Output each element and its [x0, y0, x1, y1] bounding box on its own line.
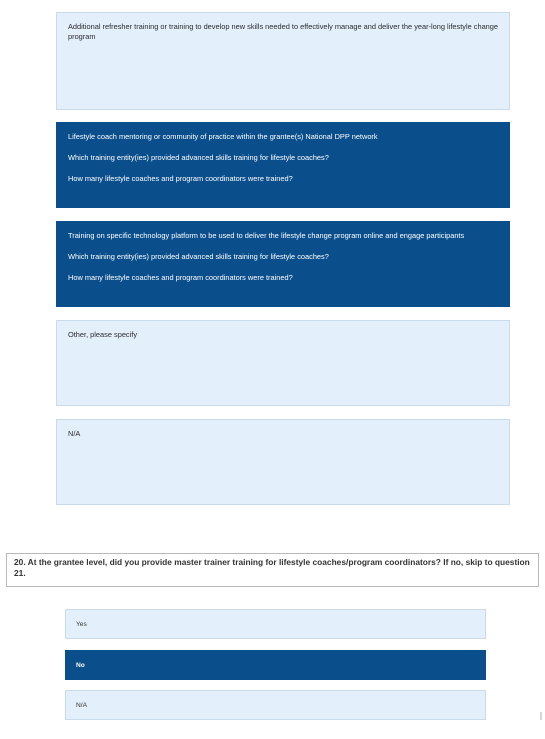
answer-yes[interactable] — [65, 609, 486, 639]
followup-training-entity-question: Which training entity(ies) provided advanced skills training for lifestyle coaches? — [68, 251, 329, 261]
option-coach-mentoring[interactable] — [56, 122, 510, 208]
option-technology-platform-training[interactable] — [56, 221, 510, 307]
option-refresher-training[interactable] — [56, 12, 510, 110]
option-refresher-training-label: Additional refresher training or training to develop new skills needed to effectively manage and deliver the year-long lifestyle change program — [68, 22, 499, 41]
scrollbar-thumb[interactable] — [540, 712, 542, 720]
option-technology-platform-label: Training on specific technology platform to be used to deliver the lifestyle change program online and engage participants — [68, 231, 465, 240]
question-20-text: 20. At the grantee level, did you provide master trainer training for lifestyle coaches/program coordinators? If no, skip to question 21. — [14, 557, 530, 578]
answer-na-label: N/A — [76, 701, 87, 709]
answer-no-label: No — [76, 661, 85, 669]
followup-trained-count-question: How many lifestyle coaches and program coordinators were trained? — [68, 173, 293, 183]
answer-yes-label: Yes — [76, 620, 87, 628]
option-other-specify-label: Other, please specify — [68, 330, 138, 339]
answer-na[interactable] — [65, 690, 486, 720]
option-coach-mentoring-label: Lifestyle coach mentoring or community of practice within the grantee(s) National DPP network — [68, 132, 378, 141]
followup-training-entity-question: Which training entity(ies) provided advanced skills training for lifestyle coaches? — [68, 152, 329, 162]
option-other-specify[interactable] — [56, 320, 510, 406]
question-20-title — [6, 553, 539, 587]
option-na-label: N/A — [68, 429, 81, 438]
option-na[interactable] — [56, 419, 510, 505]
followup-trained-count-question: How many lifestyle coaches and program coordinators were trained? — [68, 272, 293, 282]
answer-no[interactable] — [65, 650, 486, 680]
